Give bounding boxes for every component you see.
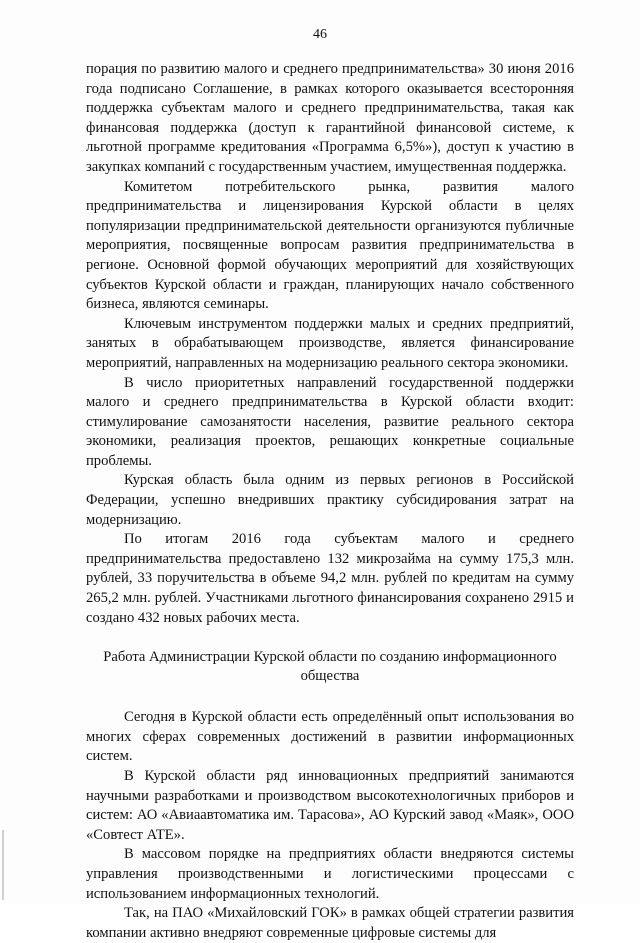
paragraph-first-regions: Курская область была одним из первых регионов в Российской Федерации, успешно внедривших практику субсидирования затрат на модернизацию. xyxy=(86,472,574,528)
paragraph-priority-directions: В число приоритетных направлений государственной поддержки малого и среднего предпринимательства в Курской области входит: стимулирование самозанятости населения, развитие реального сектора экономики, реализация проектов, решающих конкретные социальные проблемы. xyxy=(86,374,574,469)
paragraph-innovative-enterprises: В Курской области ряд инновационных предприятий занимаются научными разработками и производством высокотехнологичных приборов и систем: АО «Авиаавтоматика им. Тарасова», АО Курский завод «Маяк», ООО «Совтест АТЕ». xyxy=(86,768,574,843)
section-heading: Работа Администрации Курской области по созданию информационного общества xyxy=(103,649,557,685)
page-number: 46 xyxy=(313,27,327,42)
scan-edge-mark xyxy=(2,830,4,900)
paragraph-key-instrument: Ключевым инструментом поддержки малых и средних предприятий, занятых в обрабатывающем производстве, является финансирование мероприятий, направленных на модернизацию реального сектора экономики. xyxy=(86,315,574,371)
paragraph-management-systems: В массовом порядке на предприятиях области внедряются системы управления производственными и логистическими процессами с использованием информационных технологий. xyxy=(86,846,574,902)
paragraph-2016-results: По итогам 2016 года субъектам малого и среднего предпринимательства предоставлено 132 микрозайма на сумму 175,3 млн. рублей, 33 поручительства в объеме 94,2 млн. рублей по кредитам на сумму 265,2 млн. рублей. Участниками льготного финансирования сохранено 2915 и создано 432 новых рабочих места. xyxy=(86,531,574,626)
paragraph-committee-events: Комитетом потребительского рынка, развития малого предпринимательства и лицензирования Курской области в целях популяризации предпринимательской деятельности организуются публичные мероприятия, посвященные вопросам развития предпринимательства в регионе. Основной формой обучающих мероприятий для хозяйствующих субъектов Курской области и граждан, планирующих начало собственного бизнеса, являются семинары. xyxy=(86,178,574,313)
paragraph-continuation: порация по развитию малого и среднего предпринимательства» 30 июня 2016 года подписано Соглашение, в рамках которого оказывается всесторонняя поддержка субъектам малого и среднего предпринимательства, такая как финансовая поддержка (доступ к гарантийной финансовой системе, к льготной программе кредитования «Программа 6,5%»), доступ к участию в закупках компаний с государственным участием, имущественная поддержка. xyxy=(86,61,574,175)
document-body xyxy=(86,60,574,943)
paragraph-mikhailovsky-gok: Так, на ПАО «Михайловский ГОК» в рамках общей стратегии развития компании активно внедряют современные цифровые системы для xyxy=(86,905,574,941)
paragraph-experience: Сегодня в Курской области есть определённый опыт использования во многих сферах современных достижений в развитии информационных систем. xyxy=(86,709,574,765)
